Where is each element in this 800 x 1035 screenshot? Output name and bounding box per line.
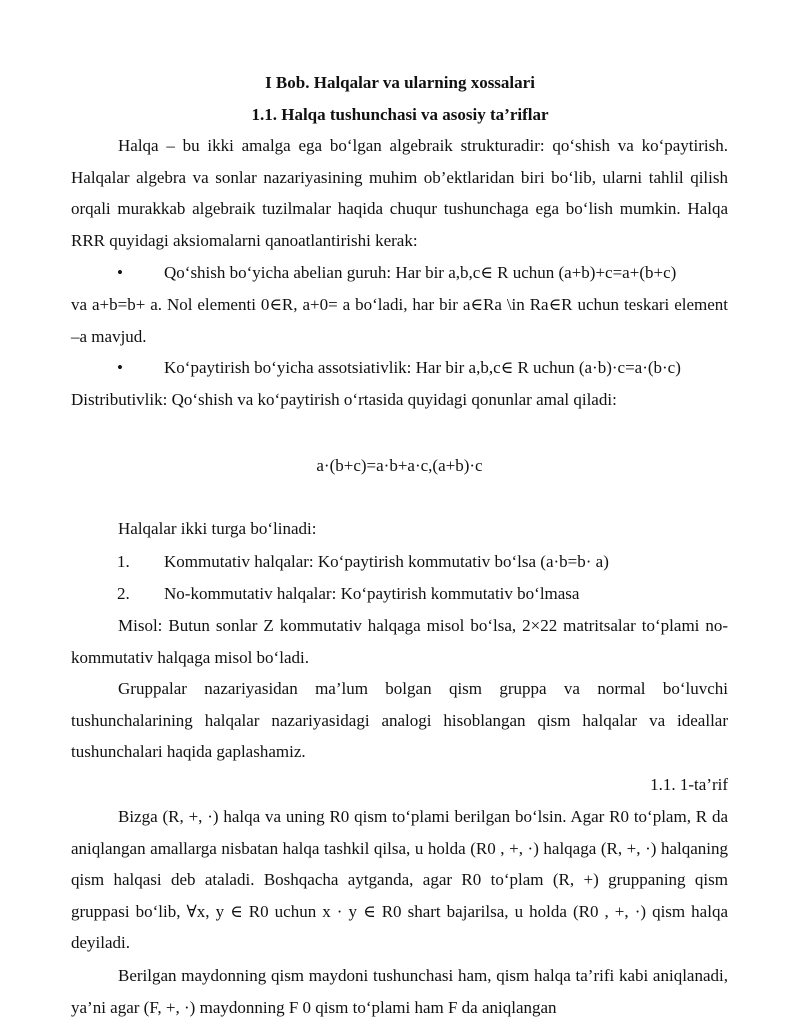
numbered-item-1 [71, 546, 728, 578]
example-paragraph: Misol: Butun sonlar Z kommutativ halqaga misol bo‘lsa, 2×22 matritsalar to‘plami no-kommutativ halqaga misol bo‘ladi. [71, 616, 728, 667]
distributive-formula: a·(b+c)=a·b+a·c,(a+b)·c [316, 456, 483, 475]
intro-paragraph: Halqa – bu ikki amalga ega bo‘lgan algebraik strukturadir: qo‘shish va ko‘paytirish. Halqalar algebra va sonlar nazariyasining muhim ob’ektlaridan biri bo‘lib, ularni tahlil qilish orqali murakkab algebraik tuzilmalar haqida chuqur tushunchaga ega bo‘lish mumkin. Halqa RRR quyidagi aksiomalarni qanoatlantirishi kerak: [71, 136, 728, 250]
ring-types-paragraph: Halqalar ikki turga bo‘linadi: [118, 519, 317, 538]
subfield-paragraph: Berilgan maydonning qism maydoni tushunchasi ham, qism halqa ta’rifi kabi aniqlanadi, ya’ni agar (F, +, ·) maydonning F 0 qism to‘plami ham F da aniqlangan [71, 966, 728, 1017]
bullet-first-line: Ko‘paytirish bo‘yicha assotsiativlik: Har bir a,b,c∈ R uchun (a·b)·c=a·(b·c) [164, 358, 681, 377]
item-text: No-kommutativ halqalar: Ko‘paytirish kommutativ bo‘lmasa [164, 584, 580, 603]
subgroup-paragraph: Gruppalar nazariyasidan ma’lum bolgan qism gruppa va normal bo‘luvchi tushunchalarining halqalar nazariyasidagi analogi hisoblangan qism halqalar va ideallar tushunchalari haqida gaplashamiz. [71, 679, 728, 762]
bullet-item-2 [71, 352, 728, 384]
bullet-marker: • [117, 263, 123, 282]
chapter-title: I Bob. Halqalar va ularning xossalari [265, 73, 535, 92]
bullet-item-1 [71, 257, 728, 289]
item-number: 1. [117, 552, 130, 571]
bullet-continuation-2: Distributivlik: Qo‘shish va ko‘paytirish o‘rtasida quyidagi qonunlar amal qiladi: [71, 390, 617, 409]
definition-label: 1.1. 1-ta’rif [650, 775, 728, 794]
section-title: 1.1. Halqa tushunchasi va asosiy ta’riflar [251, 105, 549, 124]
bullet-marker: • [117, 358, 123, 377]
numbered-item-2 [71, 578, 728, 610]
item-text: Kommutativ halqalar: Ko‘paytirish kommutativ bo‘lsa (a·b=b· a) [164, 552, 609, 571]
bullet-first-line: Qo‘shish bo‘yicha abelian guruh: Har bir a,b,c∈ R uchun (a+b)+c=a+(b+c) [164, 263, 677, 282]
definition-paragraph: Bizga (R, +, ·) halqa va uning R0 qism to‘plami berilgan bo‘lsin. Agar R0 to‘plam, R da aniqlangan amallarga nisbatan halqa tashkil qilsa, u holda (R0 , +, ·) halqaga (R, +, ·) halqaning qism halqasi deb ataladi. Boshqacha aytganda, agar R0 to‘plam (R, +) gruppaning qism gruppasi bo‘lib, ∀x, y ∈ R0 uchun x · y ∈ R0 shart bajarilsa, u holda (R0 , +, ·) qism halqa deyiladi. [71, 807, 728, 953]
item-number: 2. [117, 584, 130, 603]
bullet-continuation-1: va a+b=b+ a. Nol elementi 0∈R, a+0= a bo‘ladi, har bir a∈Ra \in Ra∈R uchun teskari element –a mavjud. [71, 295, 728, 346]
